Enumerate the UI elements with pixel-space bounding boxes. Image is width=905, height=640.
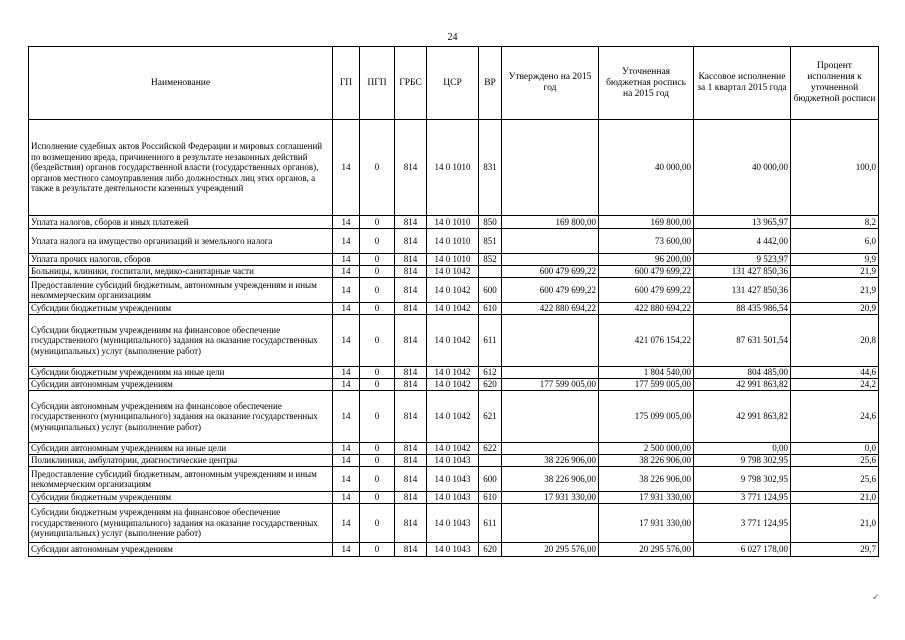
table-row <box>29 543 879 557</box>
cell-refined: 1 804 540,00 <box>599 367 694 379</box>
cell-name: Поликлиники, амбулатории, диагностические центры <box>29 455 333 467</box>
cell-name: Уплата налога на имущество организаций и земельного налога <box>29 229 333 254</box>
cell-cash: 42 991 863,82 <box>694 391 791 443</box>
cell-csr: 14 0 1042 <box>427 391 479 443</box>
table-row <box>29 303 879 315</box>
cell-pgp: 0 <box>360 391 395 443</box>
cell-approved: 422 880 694,22 <box>502 303 599 315</box>
cell-refined: 177 599 005,00 <box>599 379 694 391</box>
cell-vr: 610 <box>479 492 502 504</box>
cell-csr: 14 0 1042 <box>427 367 479 379</box>
cell-vr: 600 <box>479 467 502 492</box>
table-body <box>29 120 879 557</box>
cell-cash: 13 965,97 <box>694 216 791 229</box>
cell-grbs: 814 <box>395 315 427 367</box>
cell-pgp: 0 <box>360 229 395 254</box>
cell-gp: 14 <box>333 492 360 504</box>
cell-gp: 14 <box>333 254 360 266</box>
cell-pgp: 0 <box>360 443 395 455</box>
cell-vr <box>479 455 502 467</box>
cell-cash: 4 442,00 <box>694 229 791 254</box>
cell-pgp: 0 <box>360 278 395 303</box>
header-approved: Утверждено на 2015 год <box>502 47 599 120</box>
cell-pgp: 0 <box>360 315 395 367</box>
cell-cash: 87 631 501,54 <box>694 315 791 367</box>
header-gp: ГП <box>333 47 360 120</box>
cell-pgp: 0 <box>360 543 395 557</box>
cell-csr: 14 0 1010 <box>427 229 479 254</box>
cell-cash: 131 427 850,36 <box>694 278 791 303</box>
cell-vr: 851 <box>479 229 502 254</box>
table-row <box>29 455 879 467</box>
cell-approved: 38 226 906,00 <box>502 467 599 492</box>
cell-vr: 852 <box>479 254 502 266</box>
cell-percent: 0,0 <box>791 443 879 455</box>
cell-grbs: 814 <box>395 367 427 379</box>
cell-name: Больницы, клиники, госпитали, медико-санитарные части <box>29 266 333 278</box>
cell-approved <box>502 391 599 443</box>
cell-vr: 621 <box>479 391 502 443</box>
cell-percent: 24,6 <box>791 391 879 443</box>
cell-csr: 14 0 1010 <box>427 216 479 229</box>
cell-csr: 14 0 1010 <box>427 254 479 266</box>
table-row <box>29 315 879 367</box>
cell-grbs: 814 <box>395 492 427 504</box>
cell-refined: 175 099 005,00 <box>599 391 694 443</box>
cell-name: Субсидии бюджетным учреждениям <box>29 492 333 504</box>
cell-gp: 14 <box>333 443 360 455</box>
cell-name: Субсидии автономным учреждениям на иные цели <box>29 443 333 455</box>
cell-pgp: 0 <box>360 303 395 315</box>
cell-pgp: 0 <box>360 254 395 266</box>
cell-cash: 3 771 124,95 <box>694 492 791 504</box>
cell-percent: 20,9 <box>791 303 879 315</box>
cell-name: Уплата прочих налогов, сборов <box>29 254 333 266</box>
cell-percent: 9,9 <box>791 254 879 266</box>
cell-gp: 14 <box>333 391 360 443</box>
table-row <box>29 266 879 278</box>
table-row <box>29 443 879 455</box>
cell-name: Исполнение судебных актов Российской Федерации и мировых соглашений по возмещению вреда, причиненного в результате незаконных действий (бездействия) органов государственной власти (государственных органов), органов местного самоуправления либо должностных лиц этих органов, а также в результате деятельности казенных учреждений <box>29 120 333 216</box>
table-row <box>29 216 879 229</box>
cell-name: Субсидии бюджетным учреждениям <box>29 303 333 315</box>
cell-gp: 14 <box>333 266 360 278</box>
cell-percent: 6,0 <box>791 229 879 254</box>
cell-refined: 421 076 154,22 <box>599 315 694 367</box>
header-vr: ВР <box>479 47 502 120</box>
cell-pgp: 0 <box>360 367 395 379</box>
scan-mark: ✓ <box>872 592 880 602</box>
cell-grbs: 814 <box>395 443 427 455</box>
header-percent: Процент исполнения к уточненной бюджетной росписи <box>791 47 879 120</box>
cell-csr: 14 0 1043 <box>427 467 479 492</box>
table-header-row <box>29 47 879 120</box>
table-row <box>29 504 879 543</box>
cell-csr: 14 0 1042 <box>427 315 479 367</box>
cell-gp: 14 <box>333 278 360 303</box>
cell-cash: 131 427 850,36 <box>694 266 791 278</box>
cell-refined: 2 500 000,00 <box>599 443 694 455</box>
cell-name: Субсидии автономным учреждениям на финансовое обеспечение государственного (муниципального) задания на оказание государственных (муниципальных) услуг (выполнение работ) <box>29 391 333 443</box>
cell-cash: 9 523,97 <box>694 254 791 266</box>
cell-csr: 14 0 1042 <box>427 443 479 455</box>
cell-cash: 40 000,00 <box>694 120 791 216</box>
cell-grbs: 814 <box>395 379 427 391</box>
cell-gp: 14 <box>333 467 360 492</box>
cell-approved: 38 226 906,00 <box>502 455 599 467</box>
cell-refined: 38 226 906,00 <box>599 455 694 467</box>
cell-gp: 14 <box>333 455 360 467</box>
cell-percent: 25,6 <box>791 455 879 467</box>
cell-approved: 600 479 699,22 <box>502 278 599 303</box>
cell-cash: 0,00 <box>694 443 791 455</box>
cell-gp: 14 <box>333 504 360 543</box>
cell-refined: 17 931 330,00 <box>599 492 694 504</box>
cell-grbs: 814 <box>395 216 427 229</box>
cell-approved <box>502 367 599 379</box>
table-row <box>29 379 879 391</box>
cell-percent: 8,2 <box>791 216 879 229</box>
cell-approved: 169 800,00 <box>502 216 599 229</box>
cell-refined: 600 479 699,22 <box>599 278 694 303</box>
cell-vr: 620 <box>479 543 502 557</box>
cell-approved <box>502 254 599 266</box>
cell-approved <box>502 120 599 216</box>
cell-percent: 20,8 <box>791 315 879 367</box>
cell-gp: 14 <box>333 315 360 367</box>
cell-pgp: 0 <box>360 455 395 467</box>
cell-cash: 9 798 302,95 <box>694 455 791 467</box>
cell-refined: 40 000,00 <box>599 120 694 216</box>
cell-vr: 620 <box>479 379 502 391</box>
header-refined: Уточненная бюджетная роспись на 2015 год <box>599 47 694 120</box>
cell-grbs: 814 <box>395 254 427 266</box>
table-row <box>29 120 879 216</box>
cell-vr: 831 <box>479 120 502 216</box>
cell-name: Уплата налогов, сборов и иных платежей <box>29 216 333 229</box>
cell-vr: 850 <box>479 216 502 229</box>
cell-vr: 610 <box>479 303 502 315</box>
cell-vr: 612 <box>479 367 502 379</box>
cell-approved: 600 479 699,22 <box>502 266 599 278</box>
cell-percent: 21,0 <box>791 492 879 504</box>
cell-approved: 17 931 330,00 <box>502 492 599 504</box>
cell-pgp: 0 <box>360 216 395 229</box>
cell-name: Субсидии бюджетным учреждениям на финансовое обеспечение государственного (муниципального) задания на оказание государственных (муниципальных) услуг (выполнение работ) <box>29 315 333 367</box>
cell-cash: 9 798 302,95 <box>694 467 791 492</box>
cell-pgp: 0 <box>360 379 395 391</box>
header-cash: Кассовое исполнение за 1 квартал 2015 года <box>694 47 791 120</box>
cell-refined: 17 931 330,00 <box>599 504 694 543</box>
table-row <box>29 229 879 254</box>
cell-gp: 14 <box>333 367 360 379</box>
cell-csr: 14 0 1042 <box>427 303 479 315</box>
cell-grbs: 814 <box>395 278 427 303</box>
cell-cash: 42 991 863,82 <box>694 379 791 391</box>
cell-cash: 804 485,00 <box>694 367 791 379</box>
cell-percent: 21,0 <box>791 504 879 543</box>
cell-grbs: 814 <box>395 391 427 443</box>
cell-vr: 611 <box>479 504 502 543</box>
cell-csr: 14 0 1043 <box>427 455 479 467</box>
cell-refined: 422 880 694,22 <box>599 303 694 315</box>
cell-percent: 29,7 <box>791 543 879 557</box>
cell-approved: 177 599 005,00 <box>502 379 599 391</box>
cell-gp: 14 <box>333 216 360 229</box>
cell-gp: 14 <box>333 120 360 216</box>
cell-refined: 38 226 906,00 <box>599 467 694 492</box>
cell-csr: 14 0 1010 <box>427 120 479 216</box>
table-row <box>29 254 879 266</box>
page-number: 24 <box>447 32 458 43</box>
cell-csr: 14 0 1043 <box>427 543 479 557</box>
cell-grbs: 814 <box>395 455 427 467</box>
cell-percent: 21,9 <box>791 266 879 278</box>
cell-grbs: 814 <box>395 229 427 254</box>
table-row <box>29 467 879 492</box>
budget-execution-table <box>28 46 879 557</box>
cell-csr: 14 0 1043 <box>427 504 479 543</box>
cell-gp: 14 <box>333 543 360 557</box>
cell-percent: 100,0 <box>791 120 879 216</box>
cell-refined: 96 200,00 <box>599 254 694 266</box>
cell-refined: 169 800,00 <box>599 216 694 229</box>
header-name: Наименование <box>29 47 333 120</box>
cell-approved <box>502 315 599 367</box>
cell-cash: 88 435 986,54 <box>694 303 791 315</box>
cell-grbs: 814 <box>395 266 427 278</box>
cell-name: Субсидии автономным учреждениям <box>29 543 333 557</box>
cell-approved <box>502 229 599 254</box>
cell-name: Предоставление субсидий бюджетным, автономным учреждениям и иным некоммерческим организациям <box>29 278 333 303</box>
cell-grbs: 814 <box>395 543 427 557</box>
cell-vr: 600 <box>479 278 502 303</box>
cell-approved: 20 295 576,00 <box>502 543 599 557</box>
cell-vr <box>479 266 502 278</box>
cell-grbs: 814 <box>395 303 427 315</box>
cell-csr: 14 0 1043 <box>427 492 479 504</box>
cell-gp: 14 <box>333 303 360 315</box>
cell-vr: 622 <box>479 443 502 455</box>
cell-refined: 600 479 699,22 <box>599 266 694 278</box>
cell-pgp: 0 <box>360 120 395 216</box>
cell-name: Субсидии бюджетным учреждениям на финансовое обеспечение государственного (муниципального) задания на оказание государственных (муниципальных) услуг (выполнение работ) <box>29 504 333 543</box>
cell-gp: 14 <box>333 379 360 391</box>
cell-csr: 14 0 1042 <box>427 266 479 278</box>
table-row <box>29 367 879 379</box>
cell-percent: 44,6 <box>791 367 879 379</box>
cell-cash: 6 027 178,00 <box>694 543 791 557</box>
cell-grbs: 814 <box>395 467 427 492</box>
cell-approved <box>502 504 599 543</box>
cell-refined: 20 295 576,00 <box>599 543 694 557</box>
table-row <box>29 492 879 504</box>
table-row <box>29 391 879 443</box>
cell-name: Субсидии автономным учреждениям <box>29 379 333 391</box>
cell-approved <box>502 443 599 455</box>
header-csr: ЦСР <box>427 47 479 120</box>
cell-gp: 14 <box>333 229 360 254</box>
cell-pgp: 0 <box>360 266 395 278</box>
cell-grbs: 814 <box>395 504 427 543</box>
cell-name: Субсидии бюджетным учреждениям на иные цели <box>29 367 333 379</box>
cell-grbs: 814 <box>395 120 427 216</box>
cell-percent: 25,6 <box>791 467 879 492</box>
cell-pgp: 0 <box>360 504 395 543</box>
cell-pgp: 0 <box>360 492 395 504</box>
header-grbs: ГРБС <box>395 47 427 120</box>
cell-percent: 24,2 <box>791 379 879 391</box>
table-row <box>29 278 879 303</box>
cell-percent: 21,9 <box>791 278 879 303</box>
header-pgp: ПГП <box>360 47 395 120</box>
cell-vr: 611 <box>479 315 502 367</box>
cell-cash: 3 771 124,95 <box>694 504 791 543</box>
cell-csr: 14 0 1042 <box>427 278 479 303</box>
cell-csr: 14 0 1042 <box>427 379 479 391</box>
cell-name: Предоставление субсидий бюджетным, автономным учреждениям и иным некоммерческим организациям <box>29 467 333 492</box>
cell-refined: 73 600,00 <box>599 229 694 254</box>
cell-pgp: 0 <box>360 467 395 492</box>
